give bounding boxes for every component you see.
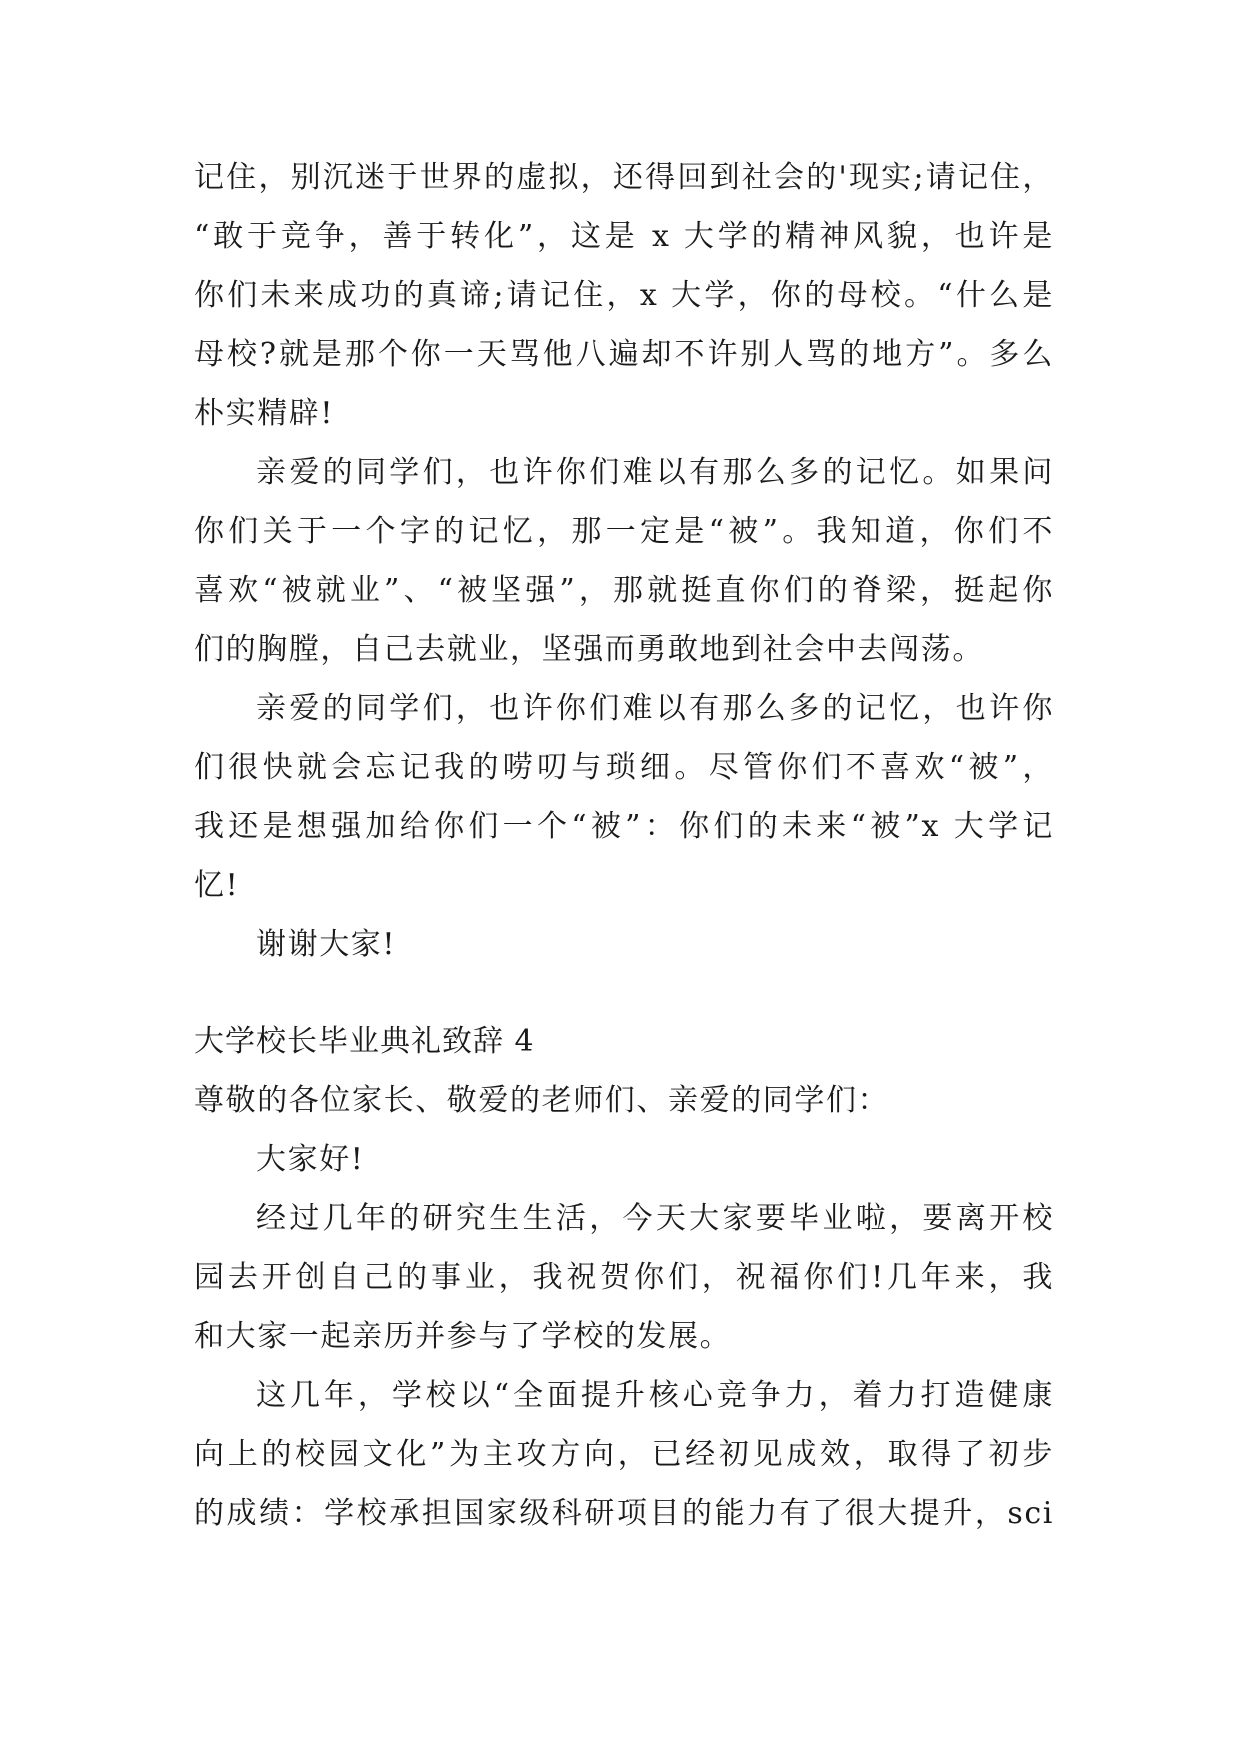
text-line: 你们关于一个字的记忆，那一定是“被”。我知道，你们不 [194,514,1054,549]
greeting: 大家好! [256,1142,365,1177]
text-line: 经过几年的研究生生活，今天大家要毕业啦，要离开校 [256,1201,1054,1236]
paragraph-bei-future [194,679,1054,915]
text-line: 亲爱的同学们，也许你们难以有那么多的记忆。如果问 [256,455,1054,490]
section-title: 大学校长毕业典礼致辞 4 [194,1024,535,1059]
text-line: 谢谢大家! [256,927,397,962]
text-line: 母校?就是那个你一天骂他八遍却不许别人骂的地方”。多么 [194,337,1054,372]
text-line: 你们未来成功的真谛;请记住，x 大学，你的母校。“什么是 [194,278,1054,313]
paragraph-bei-memory [194,443,1054,679]
text-line: 记住，别沉迷于世界的虚拟，还得回到社会的'现实;请记住， [194,160,1054,195]
salutation: 尊敬的各位家长、敬爱的老师们、亲爱的同学们： [194,1083,890,1118]
paragraph-thanks [194,915,1054,974]
document-body [194,148,1054,1543]
text-line: 朴实精辟! [194,396,335,431]
text-line: 亲爱的同学们，也许你们难以有那么多的记忆，也许你 [256,691,1054,726]
text-line: 园去开创自己的事业，我祝贺你们，祝福你们!几年来，我 [194,1260,1054,1295]
text-line: “敢于竞争，善于转化”，这是 x 大学的精神风貌，也许是 [194,219,1054,254]
text-line: 这几年，学校以“全面提升核心竞争力，着力打造健康 [256,1378,1054,1413]
paragraph-continuation [194,148,1054,443]
text-line: 们的胸膛，自己去就业，坚强而勇敢地到社会中去闯荡。 [194,632,984,667]
paragraph-achievements [194,1366,1054,1543]
paragraph-graduation [194,1189,1054,1366]
text-line: 向上的校园文化”为主攻方向，已经初见成效，取得了初步 [194,1437,1054,1472]
text-line: 的成绩：学校承担国家级科研项目的能力有了很大提升，sci [194,1496,1054,1531]
text-line: 和大家一起亲历并参与了学校的发展。 [194,1319,732,1354]
text-line: 我还是想强加给你们一个“被”：你们的未来“被”x 大学记 [194,809,1054,844]
text-line: 们很快就会忘记我的唠叨与琐细。尽管你们不喜欢“被”， [194,750,1054,785]
text-line: 忆! [194,868,240,903]
text-line: 喜欢“被就业”、“被坚强”，那就挺直你们的脊梁，挺起你 [194,573,1054,608]
